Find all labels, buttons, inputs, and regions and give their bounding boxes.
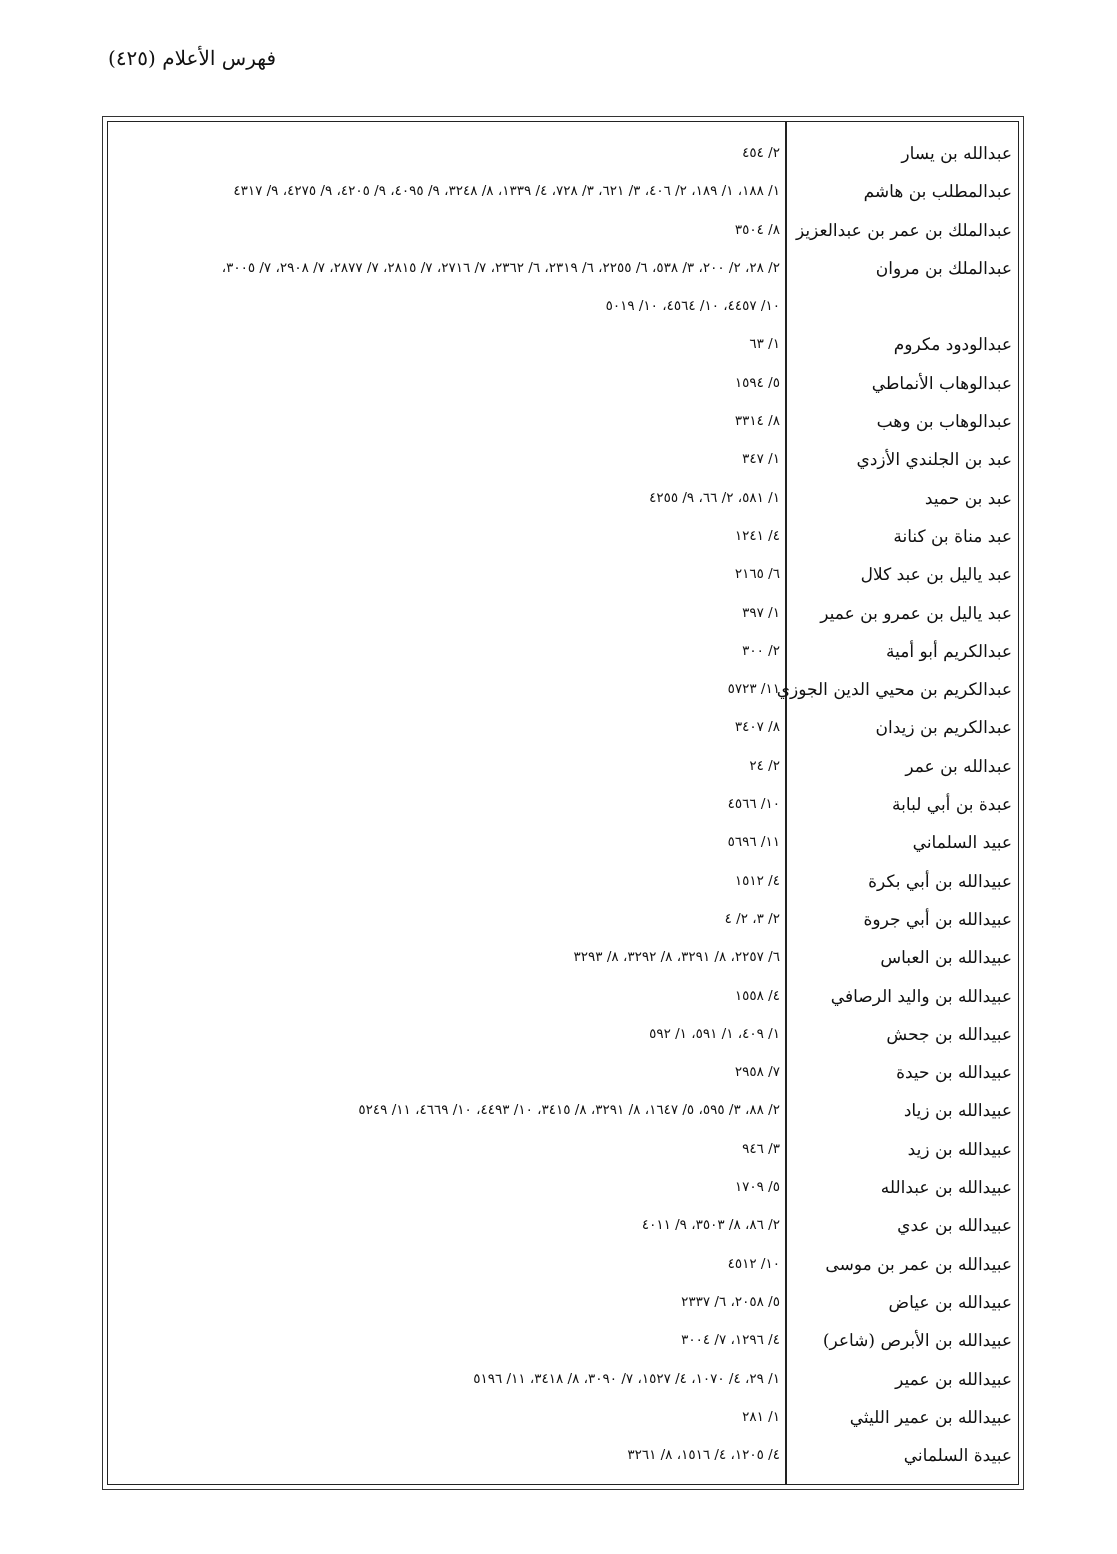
entry-name: عبيدالله بن زياد bbox=[903, 1101, 1012, 1122]
index-entry bbox=[110, 176, 1016, 214]
entry-name: عبدالله بن عمر bbox=[905, 756, 1012, 777]
entry-refs: ٤/ ١٢٠٥، ٤/ ١٥١٦، ٨/ ٣٢٦١ bbox=[627, 1447, 780, 1464]
index-entry bbox=[110, 636, 1016, 674]
entry-name: عبيدالله بن أبي بكرة bbox=[868, 871, 1012, 892]
entry-refs: ٧/ ٢٩٥٨ bbox=[734, 1064, 780, 1081]
entry-refs: ٨/ ٣٤٠٧ bbox=[734, 719, 780, 736]
entry-refs: ١/ ٥٨١، ٢/ ٦٦، ٩/ ٤٢٥٥ bbox=[649, 489, 780, 506]
entry-refs: ٢/ ٤٥٤ bbox=[742, 145, 780, 161]
entry-name: عبدالوهاب بن وهب bbox=[876, 412, 1012, 433]
entry-name: عبيدالله بن زيد bbox=[907, 1139, 1012, 1160]
entry-name: عبيدالله بن عمر بن موسى bbox=[825, 1254, 1012, 1275]
entry-refs: ١١/ ٥٦٩٦ bbox=[727, 834, 780, 851]
entry-refs: ١/ ٦٣ bbox=[749, 336, 780, 353]
entry-name: عبد ياليل بن عبد كلال bbox=[860, 565, 1012, 586]
entry-name: عبدالودود مكروم bbox=[893, 335, 1012, 356]
index-entry bbox=[110, 789, 1016, 827]
index-entry bbox=[110, 253, 1016, 291]
index-entry bbox=[110, 598, 1016, 636]
entry-name: عبدالوهاب الأنماطي bbox=[871, 373, 1012, 394]
entry-refs: ٢/ ٢٤ bbox=[749, 757, 780, 774]
entry-refs: ٤/ ١٢٤١ bbox=[734, 527, 780, 544]
page-header-title: فهرس الأعلام (٤٢٥) bbox=[108, 46, 277, 70]
entry-name: عبدالكريم بن زيدان bbox=[875, 718, 1012, 739]
entry-refs: ١/ ٣٩٧ bbox=[742, 604, 780, 621]
entry-refs: ٢/ ٣٠٠ bbox=[742, 642, 780, 659]
entry-refs: ٢/ ٨٦، ٨/ ٣٥٠٣، ٩/ ٤٠١١ bbox=[641, 1217, 780, 1234]
entry-refs: ١/ ٢٨١ bbox=[742, 1408, 780, 1425]
entry-refs: ١٠/ ٤٥٦٦ bbox=[727, 796, 780, 813]
index-entry bbox=[110, 1249, 1016, 1287]
entry-name: عبيدالله بن العباس bbox=[880, 948, 1012, 969]
entry-refs: ٤/ ١٥٥٨ bbox=[734, 987, 780, 1004]
entry-name: عبدة بن أبي لبابة bbox=[892, 795, 1012, 816]
entry-name: عبيدالله بن عبدالله bbox=[880, 1178, 1012, 1199]
entry-name: عبيد السلماني bbox=[912, 833, 1012, 854]
index-entry bbox=[110, 1019, 1016, 1057]
index-entry bbox=[110, 215, 1016, 253]
index-entry bbox=[110, 1364, 1016, 1402]
entry-name: عبيدالله بن جحش bbox=[886, 1024, 1012, 1045]
index-entry bbox=[110, 138, 1016, 176]
entry-name: عبد ياليل بن عمرو بن عمير bbox=[820, 603, 1012, 624]
entry-refs: ٨/ ٣٣١٤ bbox=[734, 413, 780, 430]
entry-name: عبد مناة بن كنانة bbox=[893, 526, 1012, 547]
entry-name: عبد بن حميد bbox=[924, 488, 1012, 509]
entry-refs: ١٠/ ٤٥١٢ bbox=[727, 1255, 780, 1272]
entry-refs: ٥/ ١٧٠٩ bbox=[734, 1179, 780, 1196]
entry-refs: ٢/ ٨٨، ٣/ ٥٩٥، ٥/ ١٦٤٧، ٨/ ٣٢٩١، ٨/ ٣٤١٥، ١٠/ ٤٤٩٣، ١٠/ ٤٦٦٩، ١١/ ٥٢٤٩ bbox=[358, 1102, 780, 1119]
entry-name: عبد بن الجلندي الأزدي bbox=[856, 450, 1012, 471]
entry-name: عبيدالله بن واليد الرصافي bbox=[830, 986, 1012, 1007]
index-entry bbox=[110, 1057, 1016, 1095]
entry-name: عبدالكريم أبو أمية bbox=[885, 641, 1012, 662]
entry-refs: ١/ ٤٠٩، ١/ ٥٩١، ١/ ٥٩٢ bbox=[649, 1025, 780, 1042]
entry-refs: ٣/ ٩٤٦ bbox=[742, 1140, 780, 1157]
index-entry bbox=[110, 1210, 1016, 1248]
index-entry bbox=[110, 674, 1016, 712]
entry-refs: ١١/ ٥٧٢٣ bbox=[727, 681, 780, 698]
entry-name: عبيدالله بن عياض bbox=[888, 1292, 1012, 1313]
index-entry bbox=[110, 1134, 1016, 1172]
index-entry bbox=[110, 1402, 1016, 1440]
entry-name: عبدالملك بن مروان bbox=[875, 258, 1012, 279]
index-entry bbox=[110, 1325, 1016, 1363]
entry-name: عبدالملك بن عمر بن عبدالعزيز bbox=[796, 220, 1012, 241]
index-entry bbox=[110, 521, 1016, 559]
entry-refs: ٢/ ٢٨، ٢/ ٢٠٠، ٣/ ٥٣٨، ٦/ ٢٢٥٥، ٦/ ٢٣١٩، ٦/ ٢٣٦٢، ٧/ ٢٧١٦، ٧/ ٢٨١٥، ٧/ ٢٨٧٧، ٧/ ٢٩٠٨، ٧/ ٣٠٠٥، bbox=[221, 259, 780, 276]
index-entry bbox=[110, 444, 1016, 482]
entry-refs: ٤/ ١٥١٢ bbox=[734, 872, 780, 889]
index-entry bbox=[110, 483, 1016, 521]
entry-name: عبيدالله بن أبي جروة bbox=[863, 909, 1012, 930]
index-entry bbox=[110, 1287, 1016, 1325]
entry-refs: ٦/ ٢٢٥٧، ٨/ ٣٢٩١، ٨/ ٣٢٩٢، ٨/ ٣٢٩٣ bbox=[573, 949, 780, 966]
index-entry bbox=[110, 751, 1016, 789]
index-entry bbox=[110, 1095, 1016, 1133]
index-entry bbox=[110, 291, 1016, 329]
entry-name: عبيدالله بن عمير bbox=[895, 1369, 1012, 1390]
entry-refs: ١٠/ ٤٤٥٧، ١٠/ ٤٥٦٤، ١٠/ ٥٠١٩ bbox=[605, 298, 780, 315]
index-entry bbox=[110, 368, 1016, 406]
entry-name: عبدالله بن يسار bbox=[901, 144, 1012, 164]
index-entry bbox=[110, 827, 1016, 865]
index-entry bbox=[110, 981, 1016, 1019]
index-entry bbox=[110, 712, 1016, 750]
index-entry bbox=[110, 866, 1016, 904]
entry-refs: ٦/ ٢١٦٥ bbox=[734, 566, 780, 583]
entry-name: عبيدالله بن الأبرص (شاعر) bbox=[822, 1331, 1012, 1352]
index-entry bbox=[110, 406, 1016, 444]
entry-refs: ١/ ١٨٨، ١/ ١٨٩، ٢/ ٤٠٦، ٣/ ٦٢١، ٣/ ٧٢٨، ٤/ ١٣٣٩، ٨/ ٣٢٤٨، ٩/ ٤٠٩٥، ٩/ ٤٢٠٥، ٩/ ٤٢٧٥، ٩/ ٤٣١٧ bbox=[233, 183, 780, 200]
entry-name: عبيدالله بن عمير الليثي bbox=[849, 1407, 1012, 1428]
entry-refs: ١/ ٢٩، ٤/ ١٠٧٠، ٤/ ١٥٢٧، ٧/ ٣٠٩٠، ٨/ ٣٤١٨، ١١/ ٥١٩٦ bbox=[473, 1370, 780, 1387]
index-entry bbox=[110, 329, 1016, 367]
index-entry bbox=[110, 559, 1016, 597]
entry-name: عبيدة السلماني bbox=[903, 1446, 1012, 1467]
entry-name: عبيدالله بن حيدة bbox=[896, 1063, 1012, 1084]
entry-name: عبيدالله بن عدي bbox=[897, 1216, 1012, 1237]
entry-refs: ٥/ ١٥٩٤ bbox=[734, 374, 780, 391]
index-entry bbox=[110, 904, 1016, 942]
entry-refs: ٨/ ٣٥٠٤ bbox=[734, 221, 780, 238]
entry-refs: ٢/ ٣، ٢/ ٤ bbox=[724, 910, 780, 927]
index-entry bbox=[110, 1172, 1016, 1210]
index-entries-list bbox=[110, 138, 1016, 1478]
entry-refs: ٥/ ٢٠٥٨، ٦/ ٢٣٣٧ bbox=[681, 1293, 780, 1310]
entry-name: عبدالمطلب بن هاشم bbox=[863, 182, 1012, 203]
entry-name: عبدالكريم بن محيي الدين الجوزي bbox=[776, 680, 1012, 701]
index-entry bbox=[110, 942, 1016, 980]
entry-refs: ١/ ٣٤٧ bbox=[742, 451, 780, 468]
index-entry bbox=[110, 1440, 1016, 1478]
entry-refs: ٤/ ١٢٩٦، ٧/ ٣٠٠٤ bbox=[681, 1332, 780, 1349]
